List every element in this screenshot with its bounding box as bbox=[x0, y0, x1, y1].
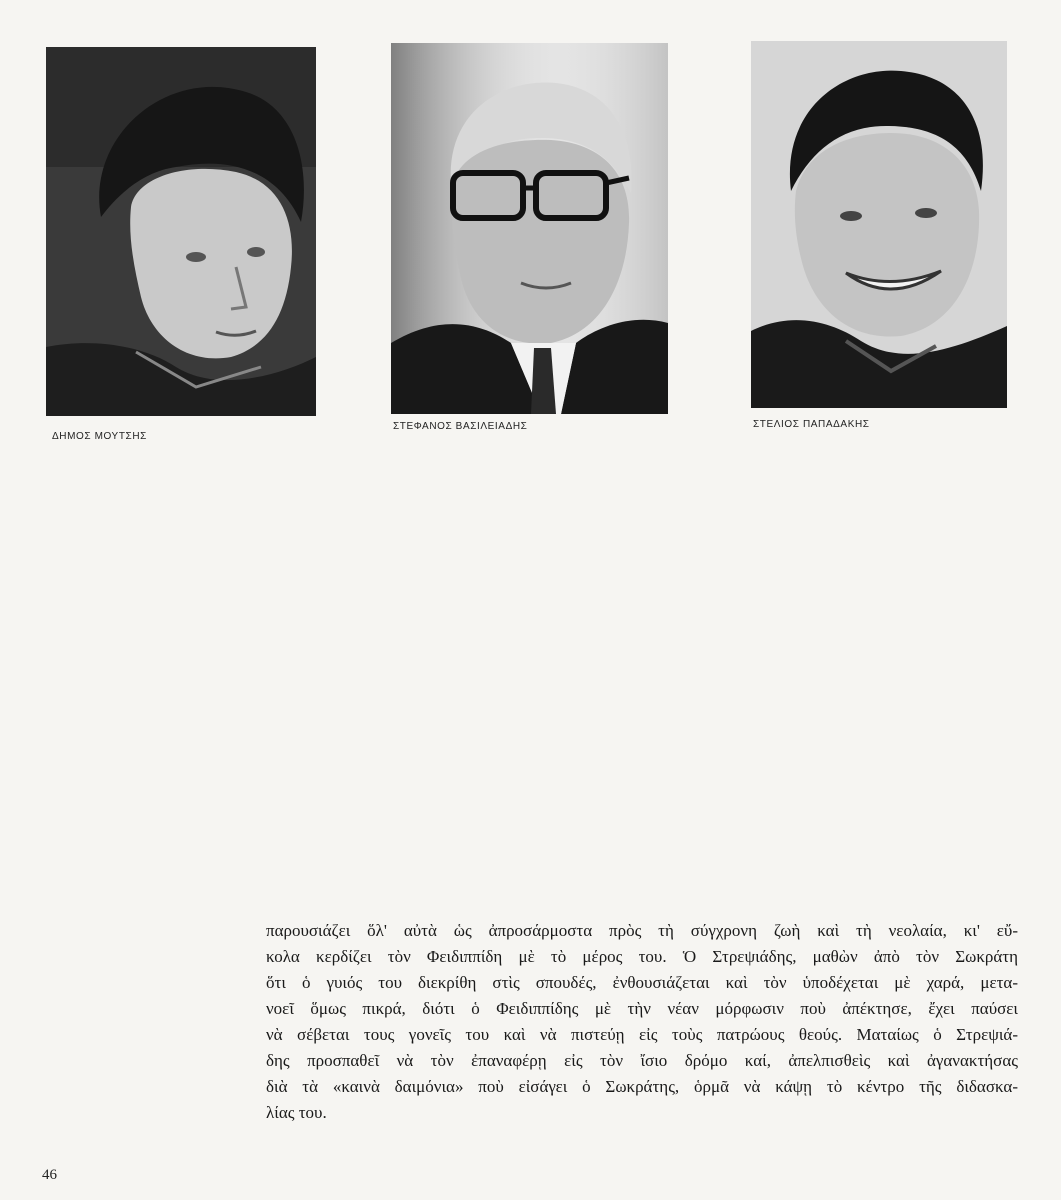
body-line: παρουσιάζει ὅλ' αὐτὰ ὡς ἀπροσάρμοστα πρὸς τὴ σύγχρονη ζωὴ καὶ τὴ νεολαία, κι' εὔ- bbox=[266, 921, 1018, 940]
page-number: 46 bbox=[42, 1167, 57, 1183]
caption-photo-3: ΣΤΕΛΙΟΣ ΠΑΠΑΔΑΚΗΣ bbox=[753, 419, 870, 430]
portrait-image-2 bbox=[391, 43, 668, 414]
caption-photo-1: ΔΗΜΟΣ ΜΟΥΤΣΗΣ bbox=[52, 431, 147, 442]
body-line: λίας του. bbox=[266, 1103, 327, 1122]
body-line: διὰ τὰ «καινὰ δαιμόνια» ποὺ εἰσάγει ὁ Σωκράτης, ὁρμᾶ νὰ κάψῃ τὸ κέντρο τῆς διδασκα- bbox=[266, 1077, 1018, 1096]
caption-photo-2: ΣΤΕΦΑΝΟΣ ΒΑΣΙΛΕΙΑΔΗΣ bbox=[393, 421, 528, 432]
body-line: νὰ σέβεται τους γονεῖς του καὶ νὰ πιστεύῃ εἰς τοὺς πατρώους θεούς. Ματαίως ὁ Στρεψιά- bbox=[266, 1025, 1018, 1044]
body-line: κολα κερδίζει τὸν Φειδιππίδη μὲ τὸ μέρος του. Ὁ Στρεψιάδης, μαθὼν ἀπὸ τὸν Σωκράτη bbox=[266, 947, 1018, 966]
portrait-image-1 bbox=[46, 47, 316, 416]
body-line: ὅτι ὁ γυιός του διεκρίθη στὶς σπουδές, ἐνθουσιάζεται καὶ τὸν ὑποδέχεται μὲ χαρά, μετα- bbox=[266, 973, 1018, 992]
portrait-photo-3 bbox=[751, 41, 1007, 408]
body-paragraph bbox=[266, 918, 1018, 1126]
body-line: νοεῖ ὅμως πικρά, διότι ὁ Φειδιππίδης μὲ τὴν νέαν μόρφωσιν ποὺ ἀπέκτησε, ἔχει παύσει bbox=[266, 999, 1018, 1018]
portrait-photo-2 bbox=[391, 43, 668, 414]
portrait-photo-1 bbox=[46, 47, 316, 416]
body-line: δης προσπαθεῖ νὰ τὸν ἐπαναφέρῃ εἰς τὸν ἴσιο δρόμο καί, ἀπελπισθεὶς καὶ ἀγανακτήσας bbox=[266, 1051, 1018, 1070]
portrait-image-3 bbox=[751, 41, 1007, 408]
